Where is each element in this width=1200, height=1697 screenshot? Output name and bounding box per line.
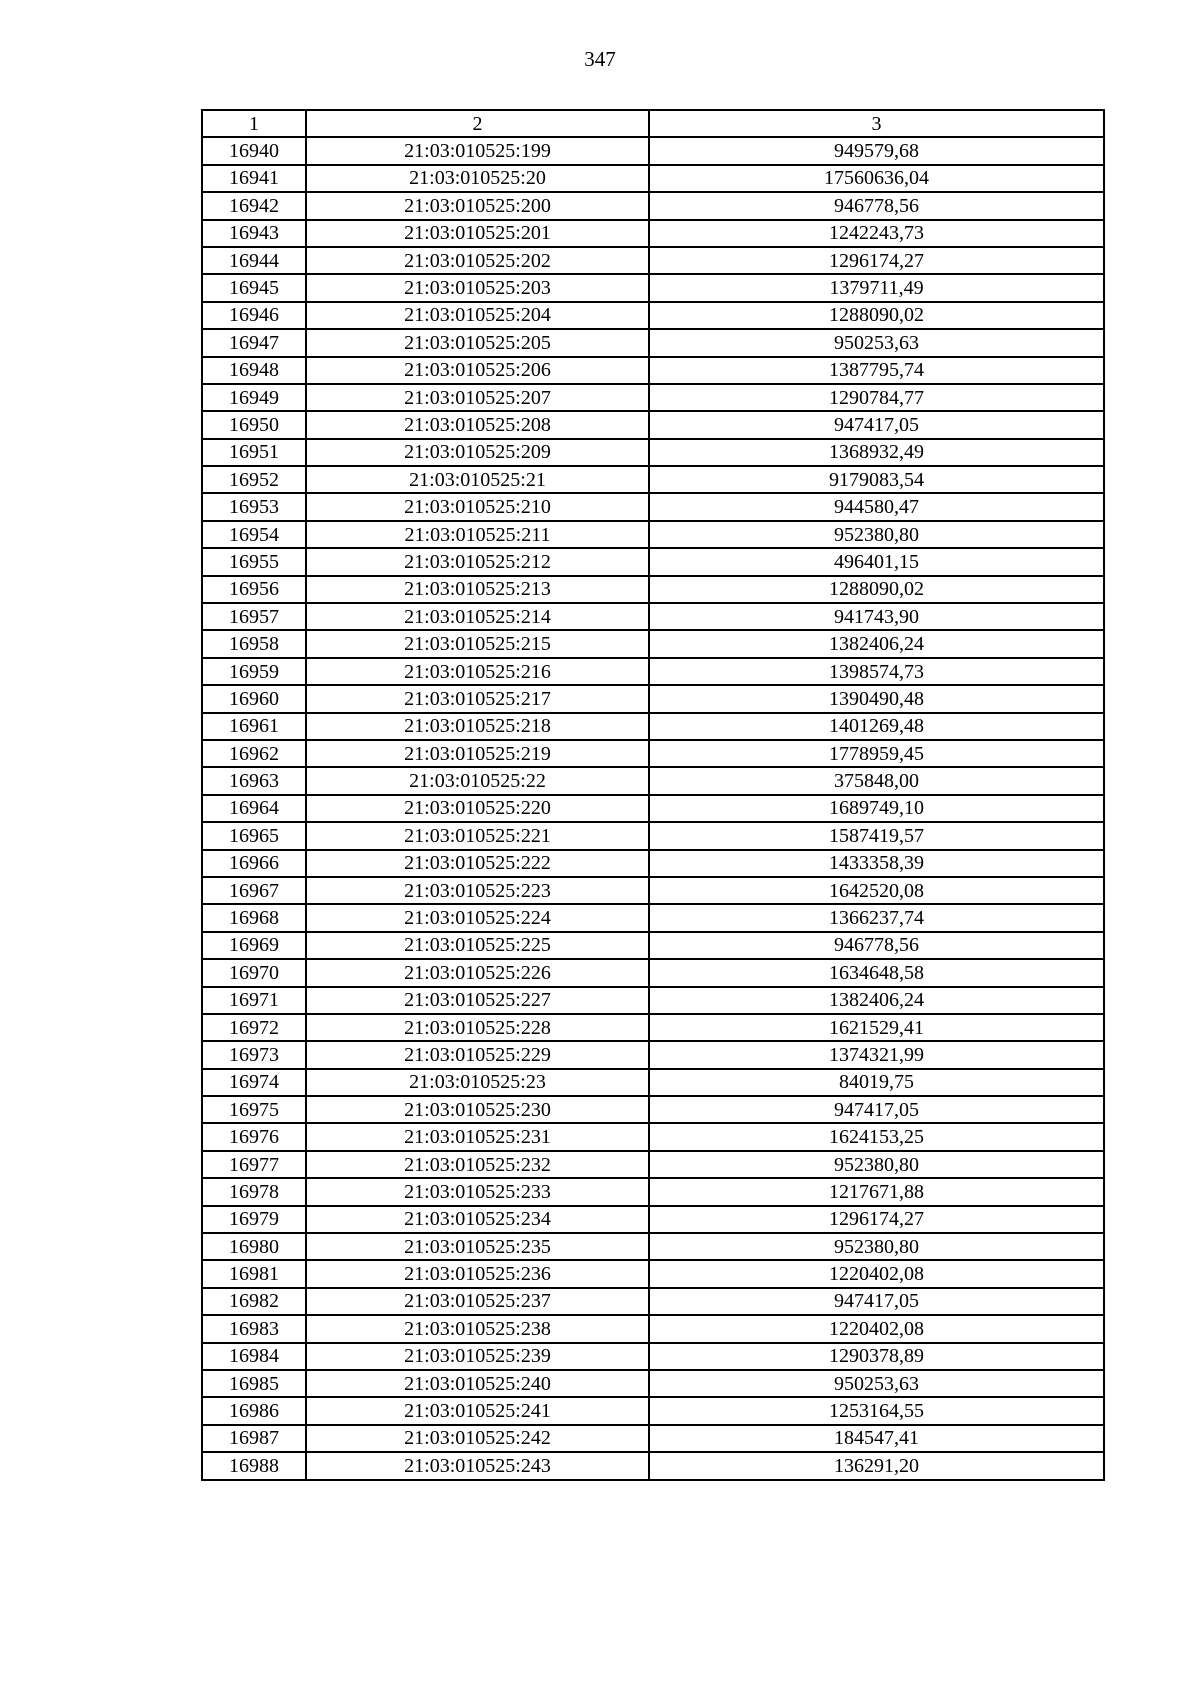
row-number-cell: 16985 bbox=[202, 1370, 306, 1397]
row-number-cell: 16943 bbox=[202, 220, 306, 247]
value-cell: 947417,05 bbox=[649, 411, 1104, 438]
table-row bbox=[202, 795, 1104, 822]
table-row bbox=[202, 329, 1104, 356]
value-cell: 1368932,49 bbox=[649, 439, 1104, 466]
table-row bbox=[202, 658, 1104, 685]
value-cell: 375848,00 bbox=[649, 767, 1104, 794]
table-row bbox=[202, 1178, 1104, 1205]
table-row bbox=[202, 987, 1104, 1014]
table-row bbox=[202, 630, 1104, 657]
cadastral-number-cell: 21:03:010525:211 bbox=[306, 521, 649, 548]
value-cell: 17560636,04 bbox=[649, 165, 1104, 192]
cadastral-number-cell: 21:03:010525:241 bbox=[306, 1397, 649, 1424]
value-cell: 952380,80 bbox=[649, 1151, 1104, 1178]
value-cell: 1398574,73 bbox=[649, 658, 1104, 685]
cadastral-number-cell: 21:03:010525:23 bbox=[306, 1069, 649, 1096]
table-row bbox=[202, 603, 1104, 630]
table-row bbox=[202, 548, 1104, 575]
value-cell: 1217671,88 bbox=[649, 1178, 1104, 1205]
table-row bbox=[202, 165, 1104, 192]
value-cell: 1242243,73 bbox=[649, 220, 1104, 247]
table-row bbox=[202, 493, 1104, 520]
page-number: 347 bbox=[584, 47, 616, 71]
cadastral-number-cell: 21:03:010525:232 bbox=[306, 1151, 649, 1178]
table-body bbox=[202, 137, 1104, 1479]
cadastral-number-cell: 21:03:010525:237 bbox=[306, 1288, 649, 1315]
cadastral-number-cell: 21:03:010525:217 bbox=[306, 685, 649, 712]
value-cell: 1433358,39 bbox=[649, 850, 1104, 877]
row-number-cell: 16970 bbox=[202, 959, 306, 986]
table-row bbox=[202, 192, 1104, 219]
row-number-cell: 16962 bbox=[202, 740, 306, 767]
value-cell: 1387795,74 bbox=[649, 357, 1104, 384]
value-cell: 949579,68 bbox=[649, 137, 1104, 164]
cadastral-number-cell: 21:03:010525:222 bbox=[306, 850, 649, 877]
row-number-cell: 16967 bbox=[202, 877, 306, 904]
cadastral-number-cell: 21:03:010525:225 bbox=[306, 932, 649, 959]
value-cell: 496401,15 bbox=[649, 548, 1104, 575]
row-number-cell: 16965 bbox=[202, 822, 306, 849]
row-number-cell: 16960 bbox=[202, 685, 306, 712]
row-number-cell: 16971 bbox=[202, 987, 306, 1014]
value-cell: 946778,56 bbox=[649, 932, 1104, 959]
table-row bbox=[202, 822, 1104, 849]
value-cell: 1390490,48 bbox=[649, 685, 1104, 712]
value-cell: 1382406,24 bbox=[649, 987, 1104, 1014]
cadastral-number-cell: 21:03:010525:207 bbox=[306, 384, 649, 411]
value-cell: 950253,63 bbox=[649, 1370, 1104, 1397]
table-row bbox=[202, 439, 1104, 466]
table-row bbox=[202, 220, 1104, 247]
cadastral-number-cell: 21:03:010525:210 bbox=[306, 493, 649, 520]
value-cell: 1379711,49 bbox=[649, 274, 1104, 301]
cadastral-number-cell: 21:03:010525:204 bbox=[306, 302, 649, 329]
table-row bbox=[202, 302, 1104, 329]
value-cell: 1220402,08 bbox=[649, 1315, 1104, 1342]
table-header-row bbox=[202, 110, 1104, 137]
value-cell: 1290378,89 bbox=[649, 1343, 1104, 1370]
row-number-cell: 16986 bbox=[202, 1397, 306, 1424]
cadastral-number-cell: 21:03:010525:231 bbox=[306, 1123, 649, 1150]
row-number-cell: 16980 bbox=[202, 1233, 306, 1260]
table-row bbox=[202, 932, 1104, 959]
value-cell: 946778,56 bbox=[649, 192, 1104, 219]
value-cell: 1366237,74 bbox=[649, 904, 1104, 931]
row-number-cell: 16958 bbox=[202, 630, 306, 657]
cadastral-number-cell: 21:03:010525:20 bbox=[306, 165, 649, 192]
cadastral-number-cell: 21:03:010525:223 bbox=[306, 877, 649, 904]
table-row bbox=[202, 357, 1104, 384]
cadastral-number-cell: 21:03:010525:239 bbox=[306, 1343, 649, 1370]
value-cell: 1587419,57 bbox=[649, 822, 1104, 849]
row-number-cell: 16948 bbox=[202, 357, 306, 384]
cadastral-number-cell: 21:03:010525:199 bbox=[306, 137, 649, 164]
row-number-cell: 16964 bbox=[202, 795, 306, 822]
table-row bbox=[202, 850, 1104, 877]
value-cell: 1253164,55 bbox=[649, 1397, 1104, 1424]
table-row bbox=[202, 904, 1104, 931]
row-number-cell: 16954 bbox=[202, 521, 306, 548]
row-number-cell: 16950 bbox=[202, 411, 306, 438]
value-cell: 1288090,02 bbox=[649, 302, 1104, 329]
row-number-cell: 16966 bbox=[202, 850, 306, 877]
table-row bbox=[202, 411, 1104, 438]
cadastral-number-cell: 21:03:010525:219 bbox=[306, 740, 649, 767]
table-row bbox=[202, 1041, 1104, 1068]
table-row bbox=[202, 1069, 1104, 1096]
cadastral-number-cell: 21:03:010525:221 bbox=[306, 822, 649, 849]
cadastral-number-cell: 21:03:010525:212 bbox=[306, 548, 649, 575]
row-number-cell: 16952 bbox=[202, 466, 306, 493]
value-cell: 1382406,24 bbox=[649, 630, 1104, 657]
table-row bbox=[202, 1151, 1104, 1178]
row-number-cell: 16941 bbox=[202, 165, 306, 192]
cadastral-number-cell: 21:03:010525:213 bbox=[306, 576, 649, 603]
table-row bbox=[202, 1233, 1104, 1260]
cadastral-number-cell: 21:03:010525:218 bbox=[306, 713, 649, 740]
cadastral-number-cell: 21:03:010525:242 bbox=[306, 1425, 649, 1452]
cadastral-number-cell: 21:03:010525:220 bbox=[306, 795, 649, 822]
value-cell: 947417,05 bbox=[649, 1096, 1104, 1123]
cadastral-number-cell: 21:03:010525:235 bbox=[306, 1233, 649, 1260]
value-cell: 952380,80 bbox=[649, 521, 1104, 548]
cadastral-number-cell: 21:03:010525:226 bbox=[306, 959, 649, 986]
cadastral-number-cell: 21:03:010525:22 bbox=[306, 767, 649, 794]
row-number-cell: 16951 bbox=[202, 439, 306, 466]
row-number-cell: 16978 bbox=[202, 1178, 306, 1205]
table-row bbox=[202, 1343, 1104, 1370]
table-row bbox=[202, 1206, 1104, 1233]
row-number-cell: 16977 bbox=[202, 1151, 306, 1178]
value-cell: 1374321,99 bbox=[649, 1041, 1104, 1068]
table-row bbox=[202, 576, 1104, 603]
table-row bbox=[202, 1288, 1104, 1315]
row-number-cell: 16987 bbox=[202, 1425, 306, 1452]
row-number-cell: 16953 bbox=[202, 493, 306, 520]
cadastral-number-cell: 21:03:010525:201 bbox=[306, 220, 649, 247]
value-cell: 1288090,02 bbox=[649, 576, 1104, 603]
cadastral-number-cell: 21:03:010525:236 bbox=[306, 1260, 649, 1287]
row-number-cell: 16983 bbox=[202, 1315, 306, 1342]
value-cell: 1642520,08 bbox=[649, 877, 1104, 904]
row-number-cell: 16940 bbox=[202, 137, 306, 164]
table-row bbox=[202, 877, 1104, 904]
cadastral-number-cell: 21:03:010525:206 bbox=[306, 357, 649, 384]
column-header-2: 2 bbox=[306, 110, 649, 137]
row-number-cell: 16976 bbox=[202, 1123, 306, 1150]
value-cell: 950253,63 bbox=[649, 329, 1104, 356]
cadastral-number-cell: 21:03:010525:215 bbox=[306, 630, 649, 657]
row-number-cell: 16975 bbox=[202, 1096, 306, 1123]
value-cell: 1689749,10 bbox=[649, 795, 1104, 822]
value-cell: 941743,90 bbox=[649, 603, 1104, 630]
row-number-cell: 16955 bbox=[202, 548, 306, 575]
row-number-cell: 16973 bbox=[202, 1041, 306, 1068]
table-row bbox=[202, 685, 1104, 712]
table-row bbox=[202, 767, 1104, 794]
table-row bbox=[202, 247, 1104, 274]
table-row bbox=[202, 1397, 1104, 1424]
row-number-cell: 16949 bbox=[202, 384, 306, 411]
row-number-cell: 16982 bbox=[202, 1288, 306, 1315]
table-row bbox=[202, 1096, 1104, 1123]
table-row bbox=[202, 274, 1104, 301]
table-row bbox=[202, 1123, 1104, 1150]
row-number-cell: 16972 bbox=[202, 1014, 306, 1041]
row-number-cell: 16981 bbox=[202, 1260, 306, 1287]
table-row bbox=[202, 1370, 1104, 1397]
row-number-cell: 16956 bbox=[202, 576, 306, 603]
value-cell: 1778959,45 bbox=[649, 740, 1104, 767]
row-number-cell: 16963 bbox=[202, 767, 306, 794]
cadastral-number-cell: 21:03:010525:21 bbox=[306, 466, 649, 493]
cadastral-number-cell: 21:03:010525:230 bbox=[306, 1096, 649, 1123]
cadastral-number-cell: 21:03:010525:214 bbox=[306, 603, 649, 630]
cadastral-number-cell: 21:03:010525:227 bbox=[306, 987, 649, 1014]
cadastral-number-cell: 21:03:010525:216 bbox=[306, 658, 649, 685]
cadastral-number-cell: 21:03:010525:208 bbox=[306, 411, 649, 438]
row-number-cell: 16979 bbox=[202, 1206, 306, 1233]
cadastral-number-cell: 21:03:010525:229 bbox=[306, 1041, 649, 1068]
table-row bbox=[202, 521, 1104, 548]
table-row bbox=[202, 1014, 1104, 1041]
table-row bbox=[202, 1425, 1104, 1452]
cadastral-table bbox=[201, 109, 1105, 1481]
value-cell: 952380,80 bbox=[649, 1233, 1104, 1260]
cadastral-number-cell: 21:03:010525:243 bbox=[306, 1452, 649, 1479]
value-cell: 947417,05 bbox=[649, 1288, 1104, 1315]
value-cell: 184547,41 bbox=[649, 1425, 1104, 1452]
row-number-cell: 16947 bbox=[202, 329, 306, 356]
cadastral-number-cell: 21:03:010525:233 bbox=[306, 1178, 649, 1205]
table-row bbox=[202, 1452, 1104, 1479]
value-cell: 1220402,08 bbox=[649, 1260, 1104, 1287]
cadastral-number-cell: 21:03:010525:224 bbox=[306, 904, 649, 931]
table-row bbox=[202, 137, 1104, 164]
table-row bbox=[202, 713, 1104, 740]
row-number-cell: 16942 bbox=[202, 192, 306, 219]
cadastral-number-cell: 21:03:010525:200 bbox=[306, 192, 649, 219]
value-cell: 1401269,48 bbox=[649, 713, 1104, 740]
row-number-cell: 16945 bbox=[202, 274, 306, 301]
cadastral-number-cell: 21:03:010525:234 bbox=[306, 1206, 649, 1233]
row-number-cell: 16974 bbox=[202, 1069, 306, 1096]
row-number-cell: 16984 bbox=[202, 1343, 306, 1370]
row-number-cell: 16988 bbox=[202, 1452, 306, 1479]
value-cell: 1621529,41 bbox=[649, 1014, 1104, 1041]
row-number-cell: 16961 bbox=[202, 713, 306, 740]
value-cell: 1296174,27 bbox=[649, 247, 1104, 274]
table-row bbox=[202, 740, 1104, 767]
cadastral-number-cell: 21:03:010525:240 bbox=[306, 1370, 649, 1397]
cadastral-number-cell: 21:03:010525:203 bbox=[306, 274, 649, 301]
table-row bbox=[202, 384, 1104, 411]
column-header-1: 1 bbox=[202, 110, 306, 137]
cadastral-number-cell: 21:03:010525:228 bbox=[306, 1014, 649, 1041]
value-cell: 136291,20 bbox=[649, 1452, 1104, 1479]
row-number-cell: 16969 bbox=[202, 932, 306, 959]
row-number-cell: 16944 bbox=[202, 247, 306, 274]
row-number-cell: 16959 bbox=[202, 658, 306, 685]
cadastral-number-cell: 21:03:010525:238 bbox=[306, 1315, 649, 1342]
value-cell: 1290784,77 bbox=[649, 384, 1104, 411]
value-cell: 84019,75 bbox=[649, 1069, 1104, 1096]
value-cell: 9179083,54 bbox=[649, 466, 1104, 493]
cadastral-number-cell: 21:03:010525:205 bbox=[306, 329, 649, 356]
table-row bbox=[202, 1260, 1104, 1287]
column-header-3: 3 bbox=[649, 110, 1104, 137]
value-cell: 1634648,58 bbox=[649, 959, 1104, 986]
value-cell: 1296174,27 bbox=[649, 1206, 1104, 1233]
value-cell: 1624153,25 bbox=[649, 1123, 1104, 1150]
row-number-cell: 16946 bbox=[202, 302, 306, 329]
cadastral-number-cell: 21:03:010525:209 bbox=[306, 439, 649, 466]
row-number-cell: 16968 bbox=[202, 904, 306, 931]
row-number-cell: 16957 bbox=[202, 603, 306, 630]
value-cell: 944580,47 bbox=[649, 493, 1104, 520]
table-row bbox=[202, 959, 1104, 986]
table-row bbox=[202, 1315, 1104, 1342]
table-row bbox=[202, 466, 1104, 493]
cadastral-number-cell: 21:03:010525:202 bbox=[306, 247, 649, 274]
